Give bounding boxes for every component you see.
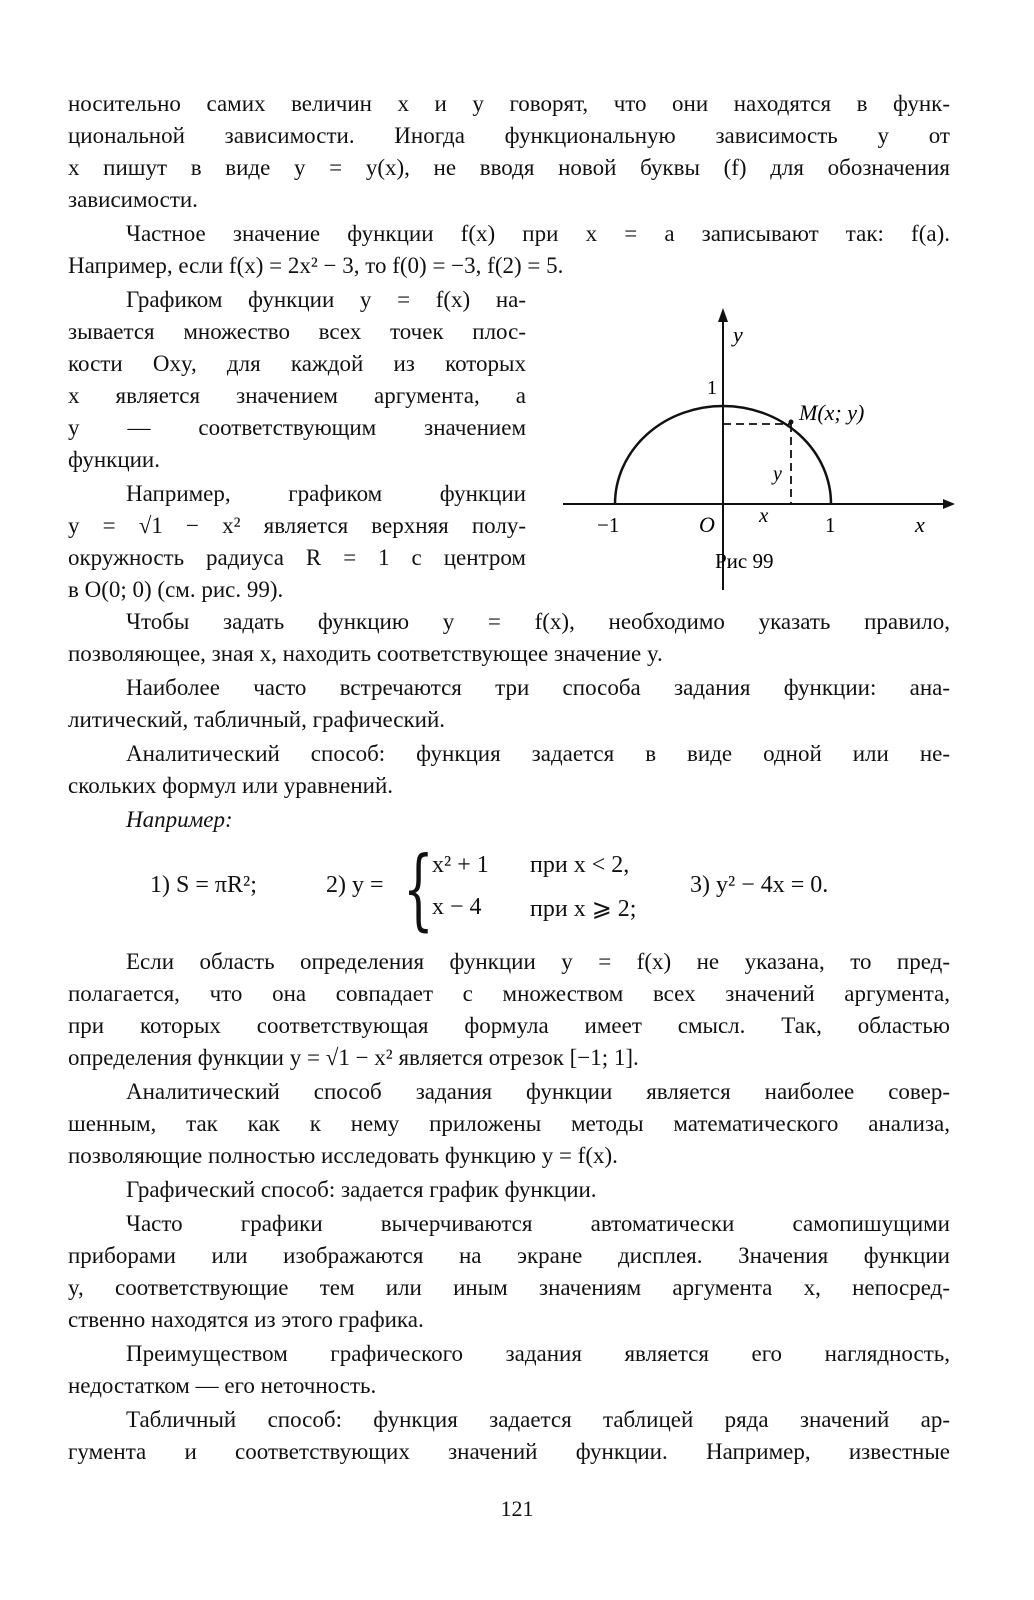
- y-axis-label: y: [733, 322, 743, 347]
- text-line: позволяющие полностью исследовать функцию y = f(x).: [68, 1143, 618, 1168]
- text-line: ственно находятся из этого графика.: [68, 1307, 424, 1332]
- text-line: Аналитический способ задания функции является наиболее совер-: [126, 1079, 950, 1104]
- point-y-label: y: [773, 463, 782, 485]
- formula-implicit: 3) y² − 4x = 0.: [690, 872, 829, 898]
- text-line: Например:: [126, 807, 233, 832]
- text-line: при которых соответствующая формула имеет смысл. Так, областью: [68, 1013, 950, 1038]
- text-line: Часто графики вычерчиваются автоматически самопишущими: [126, 1211, 950, 1236]
- text-line: y, соответствующие тем или иным значениям аргумента x, непосред-: [68, 1275, 950, 1300]
- x-axis-label: x: [915, 512, 925, 537]
- text-line: y — соответствующим значением: [68, 415, 526, 440]
- text-line: приборами или изображаются на экране дисплея. Значения функции: [68, 1243, 950, 1268]
- semicircle-figure: [555, 300, 955, 590]
- text-line: Например, если f(x) = 2x² − 3, то f(0) = −3, f(2) = 5.: [68, 253, 564, 278]
- text-line: Наиболее часто встречаются три способа задания функции: ана-: [126, 675, 950, 700]
- formula-case2-expr: x − 4: [432, 894, 482, 920]
- tick-minus-one: −1: [597, 513, 620, 537]
- formula-circle-area: 1) S = πR²;: [150, 872, 257, 898]
- text-line: в O(0; 0) (см. рис. 99).: [68, 577, 284, 602]
- text-line: Если область определения функции y = f(x) не указана, то пред-: [126, 949, 950, 974]
- origin-label: O: [699, 512, 715, 537]
- text-line: Чтобы задать функцию y = f(x), необходимо указать правило,: [126, 609, 950, 634]
- text-line: скольких формул или уравнений.: [68, 773, 394, 798]
- text-line: носительно самих величин x и y говорят, что они находятся в функ-: [68, 91, 950, 116]
- y-axis-arrow: [718, 308, 728, 322]
- figure-caption: Рис 99: [715, 549, 774, 573]
- piecewise-brace: {: [403, 837, 434, 940]
- formula-piecewise-lhs: 2) y =: [326, 872, 384, 898]
- text-line: Преимуществом графического задания является его наглядность,: [126, 1341, 950, 1366]
- text-line: недостатком — его неточность.: [68, 1373, 377, 1398]
- text-line: x является значением аргумента, а: [68, 383, 526, 408]
- text-line: Графиком функции y = f(x) на-: [126, 287, 526, 312]
- text-line: литический, табличный, графический.: [68, 707, 446, 732]
- text-line: Например, графиком функции: [126, 481, 526, 506]
- text-line: Аналитический способ: функция задается в виде одной или не-: [126, 741, 950, 766]
- point-m: [789, 420, 794, 425]
- text-line: зывается множество всех точек плос-: [68, 319, 526, 344]
- text-line: шенным, так как к нему приложены методы математического анализа,: [68, 1111, 950, 1136]
- text-line: x пишут в виде y = y(x), не вводя новой буквы (f) для обозначения: [68, 155, 950, 180]
- x-axis-arrow: [943, 499, 955, 509]
- text-line: кости Oxy, для каждой из которых: [68, 351, 526, 376]
- text-line: полагается, что она совпадает с множеством всех значений аргумента,: [68, 981, 950, 1006]
- formula-case1-expr: x² + 1: [432, 852, 489, 878]
- text-line: определения функции y = √1 − x² является отрезок [−1; 1].: [68, 1045, 639, 1070]
- tick-one-x: 1: [825, 513, 836, 537]
- text-line: зависимости.: [68, 187, 198, 212]
- text-line: гумента и соответствующих значений функции. Например, известные: [68, 1439, 950, 1464]
- tick-one-y: 1: [707, 377, 717, 399]
- text-line: Частное значение функции f(x) при x = a записывают так: f(a).: [126, 221, 950, 246]
- text-line: функции.: [68, 447, 160, 472]
- text-line: Графический способ: задается график функции.: [126, 1177, 597, 1202]
- point-x-label: x: [759, 503, 769, 527]
- text-line: y = √1 − x² является верхняя полу-: [68, 513, 526, 538]
- page-number: 121: [500, 1496, 534, 1521]
- text-line: Табличный способ: функция задается таблицей ряда значений ар-: [126, 1407, 950, 1432]
- formula-case2-cond: при x ⩾ 2;: [530, 896, 637, 922]
- text-line: позволяющее, зная x, находить соответствующее значение y.: [68, 641, 663, 666]
- point-m-label: M(x; y): [799, 400, 865, 425]
- text-line: циональной зависимости. Иногда функциональную зависимость y от: [68, 123, 950, 148]
- text-line: окружность радиуса R = 1 с центром: [68, 545, 526, 570]
- formula-case1-cond: при x < 2,: [530, 852, 630, 878]
